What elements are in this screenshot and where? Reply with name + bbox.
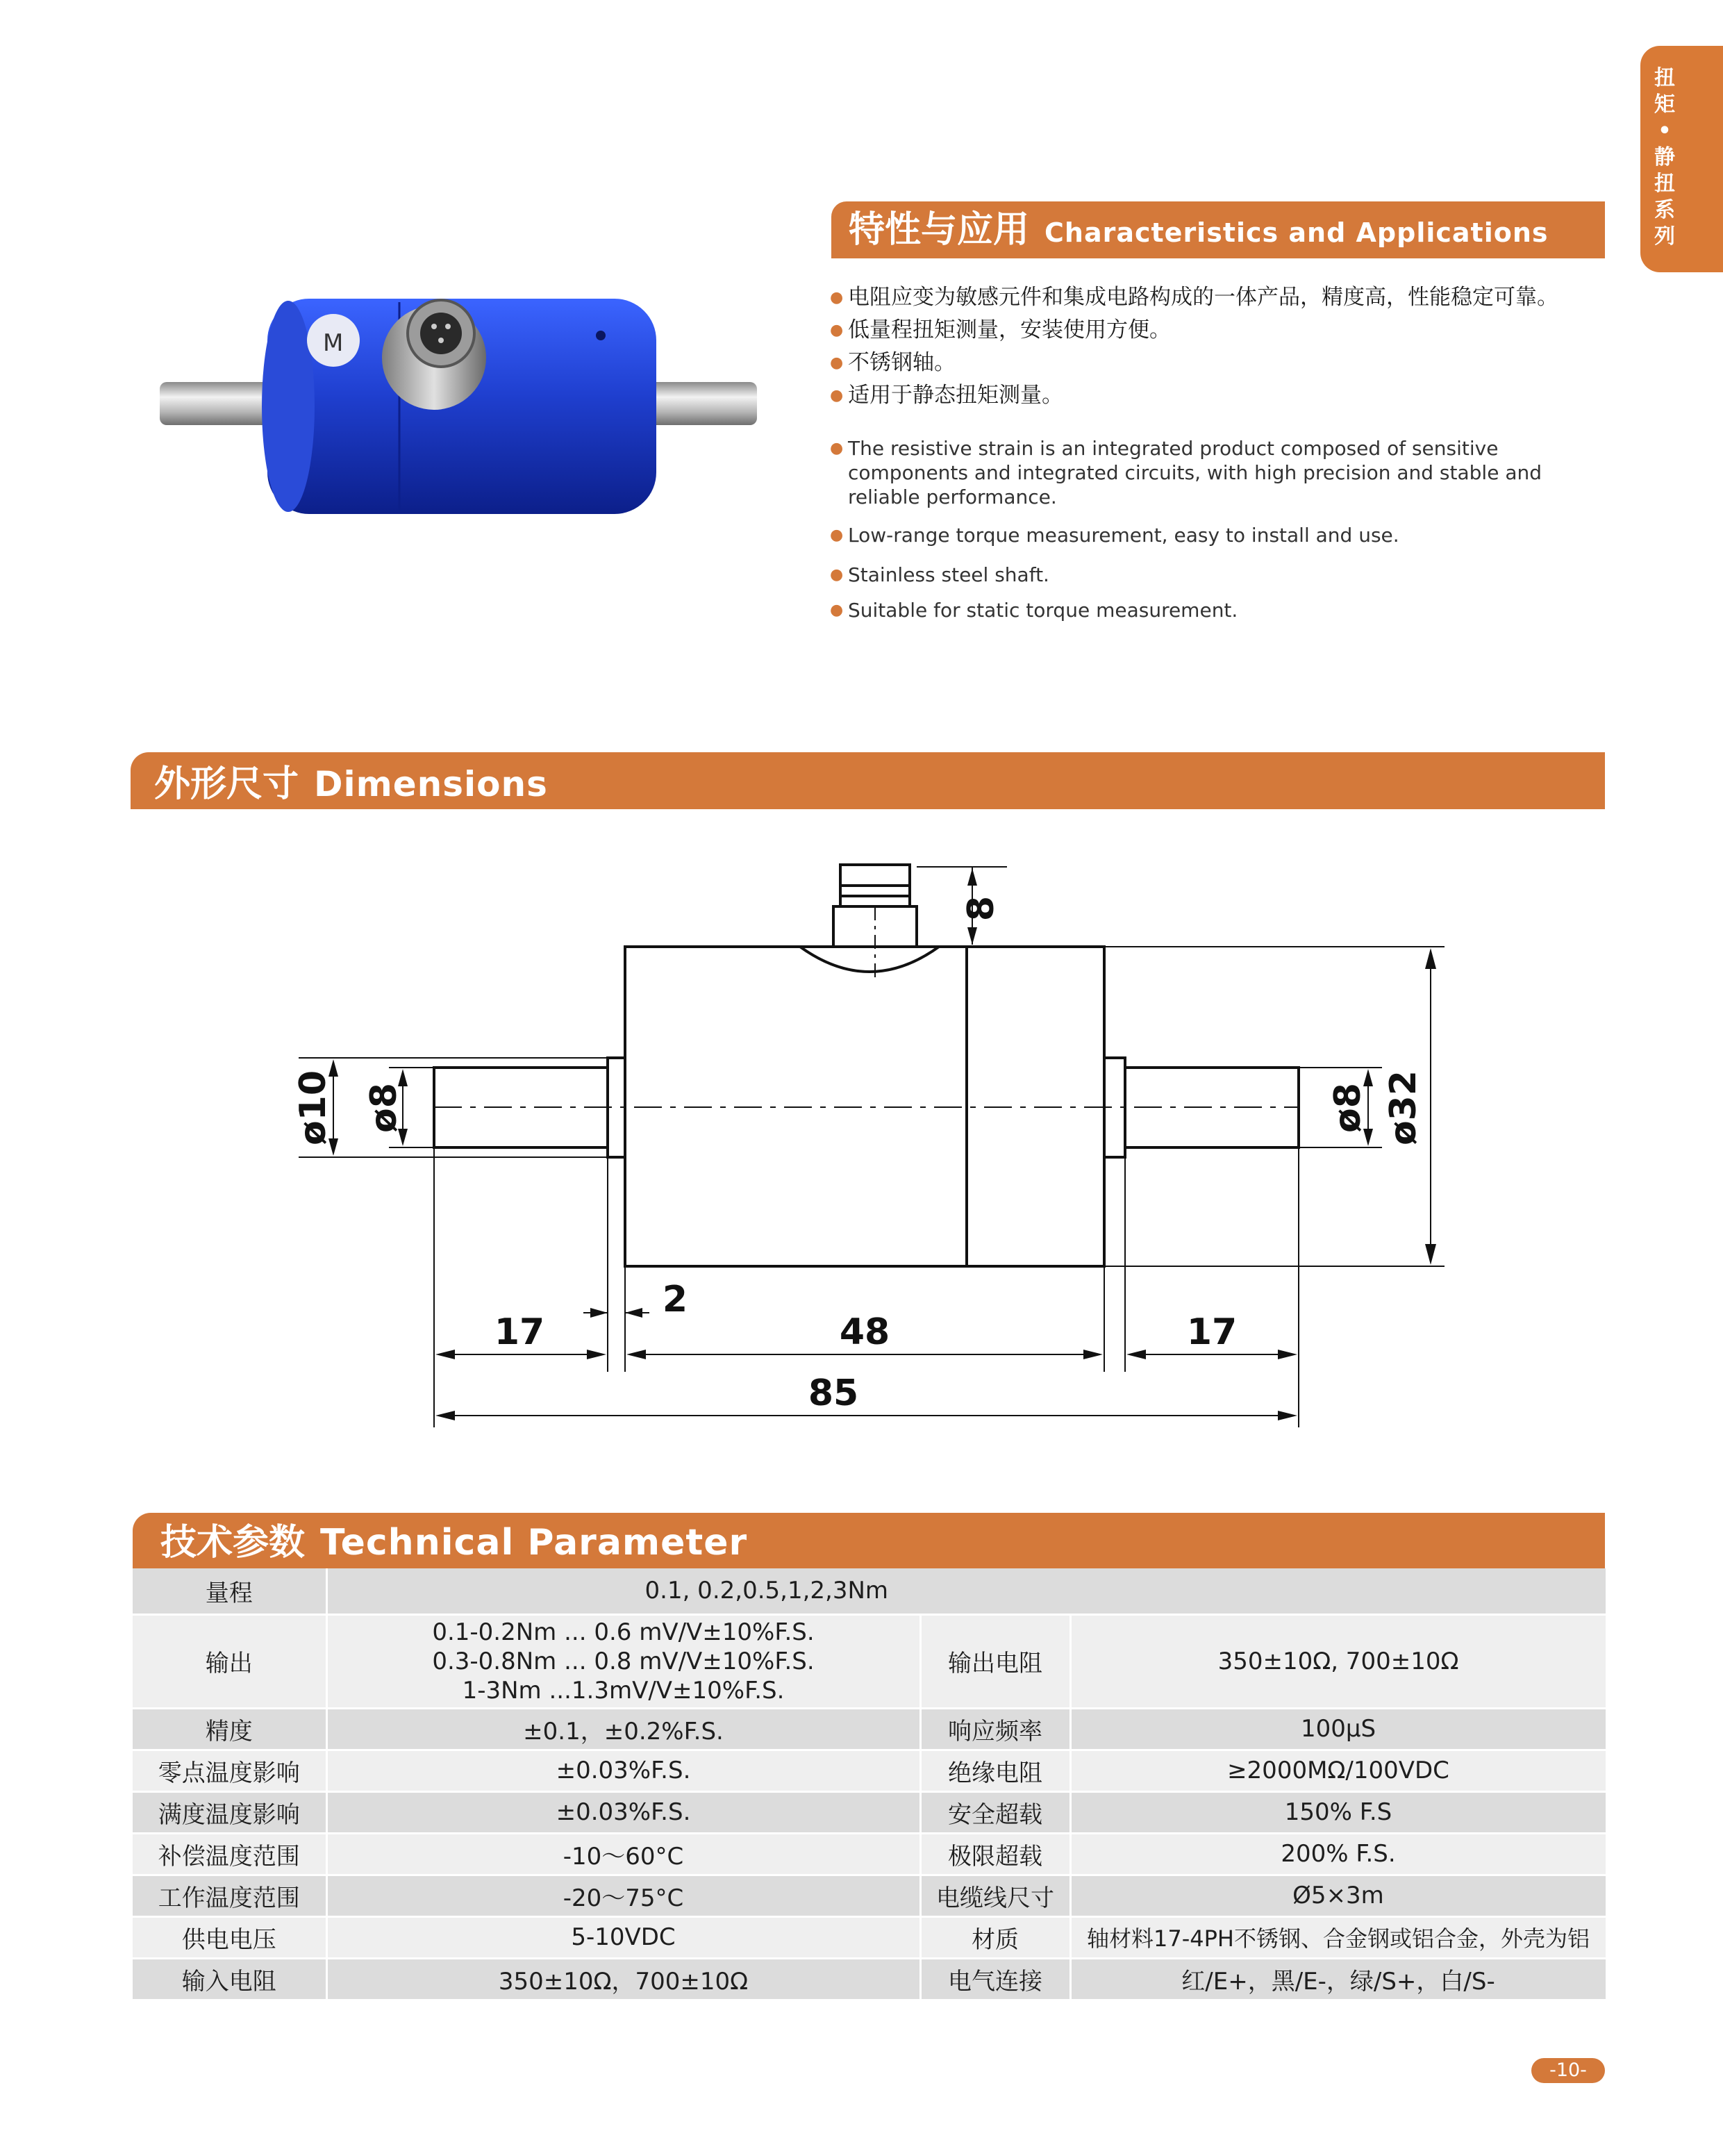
table-row (133, 1568, 1606, 1614)
param-label: 电气连接 (920, 1958, 1070, 2000)
param-label: 输入电阻 (133, 1958, 326, 2000)
table-row (133, 1875, 1606, 1916)
param-value: 0.1-0.2Nm ... 0.6 mV/V±10%F.S. 0.3-0.8Nm ... 0.8 mV/V±10%F.S. 1-3Nm ...1.3mV/V±10%F.S. (326, 1614, 920, 1708)
list-item: ● The resistive strain is an integrated product composed of sensitive components and integrated circuits, with high precision and stable and reliable performance. (830, 437, 1542, 508)
list-item: ● 适用于静态扭矩测量。 (830, 383, 1063, 408)
technical-title-zh: 技术参数 (160, 1522, 306, 1564)
dimensions-title-zh: 外形尺寸 (154, 763, 299, 805)
param-value: 350±10Ω，700±10Ω (326, 1958, 920, 2000)
table-row (133, 1750, 1606, 1791)
param-label: 响应频率 (920, 1708, 1070, 1750)
param-value: 5-10VDC (326, 1916, 920, 1958)
param-label: 电缆线尺寸 (920, 1875, 1070, 1916)
list-item: ● 电阻应变为敏感元件和集成电路构成的一体产品，精度高，性能稳定可靠。 (830, 285, 1558, 310)
param-label: 输出电阻 (920, 1614, 1070, 1708)
param-label: 输出 (133, 1614, 326, 1708)
param-label: 绝缘电阻 (920, 1750, 1070, 1791)
dim-body-length: 48 (839, 1311, 890, 1353)
series-side-tab (1640, 46, 1723, 272)
table-row (133, 1708, 1606, 1750)
param-value: 100μS (1070, 1708, 1606, 1750)
dimensions-title-en: Dimensions (314, 764, 548, 804)
characteristics-zh-list (830, 281, 1622, 412)
param-label: 量程 (133, 1568, 326, 1614)
param-label: 材质 (920, 1916, 1070, 1958)
param-label: 供电电压 (133, 1916, 326, 1958)
table-row (133, 1833, 1606, 1875)
characteristics-title-en: Characteristics and Applications (1044, 217, 1549, 248)
table-row (133, 1791, 1606, 1833)
technical-title-en: Technical Parameter (320, 1522, 748, 1564)
param-label: 安全超载 (920, 1791, 1070, 1833)
characteristics-header (831, 201, 1605, 258)
list-item: ● Suitable for static torque measurement. (830, 599, 1238, 622)
param-label: 补偿温度范围 (133, 1833, 326, 1875)
page-number: -10- (1531, 2058, 1605, 2083)
dim-right-diameter: ø8 (1327, 1083, 1369, 1133)
dim-body-diameter: ø32 (1383, 1070, 1424, 1146)
param-label: 极限超载 (920, 1833, 1070, 1875)
table-row (133, 1958, 1606, 2000)
param-value: 轴材料17-4PH不锈钢、合金钢或铝合金，外壳为铝 (1070, 1916, 1606, 1958)
param-value: ±0.1，±0.2%F.S. (326, 1708, 920, 1750)
dimension-drawing (278, 847, 1458, 1459)
param-value: ±0.03%F.S. (326, 1791, 920, 1833)
param-label: 工作温度范围 (133, 1875, 326, 1916)
product-photo (156, 274, 760, 531)
series-side-tab-text: 扭 矩 • 静 扭 系 列 (1654, 66, 1675, 249)
param-value: ±0.03%F.S. (326, 1750, 920, 1791)
list-item: ● Stainless steel shaft. (830, 563, 1049, 586)
param-label: 满度温度影响 (133, 1791, 326, 1833)
svg-text:M: M (323, 329, 344, 357)
param-value: ≥2000MΩ/100VDC (1070, 1750, 1606, 1791)
param-label: 零点温度影响 (133, 1750, 326, 1791)
param-value: Ø5×3m (1070, 1875, 1606, 1916)
param-value: 350±10Ω, 700±10Ω (1070, 1614, 1606, 1708)
table-row (133, 1916, 1606, 1958)
param-value: 红/E+，黑/E-，绿/S+，白/S- (1070, 1958, 1606, 2000)
list-item: ● 低量程扭矩测量，安装使用方便。 (830, 317, 1171, 342)
dim-connector-height: 8 (960, 895, 1002, 922)
param-value: -10～60°C (326, 1833, 920, 1875)
param-value: 200% F.S. (1070, 1833, 1606, 1875)
table-row (133, 1614, 1606, 1708)
characteristics-title-zh: 特性与应用 (849, 209, 1030, 251)
dim-right-shaft-length: 17 (1186, 1311, 1238, 1353)
dim-left-inner-diameter: ø8 (363, 1083, 405, 1133)
dimensions-header (131, 752, 1605, 809)
dim-left-shaft-length: 17 (494, 1311, 545, 1353)
list-item: ● 不锈钢轴。 (830, 350, 956, 375)
param-value: -20～75°C (326, 1875, 920, 1916)
dim-total-length: 85 (808, 1373, 859, 1414)
technical-table (133, 1568, 1608, 2001)
param-value: 150% F.S (1070, 1791, 1606, 1833)
dim-flange-gap: 2 (662, 1279, 688, 1320)
param-label: 精度 (133, 1708, 326, 1750)
param-value: 0.1, 0.2,0.5,1,2,3Nm (326, 1568, 1606, 1614)
characteristics-en-list (830, 436, 1622, 622)
list-item: ● Low-range torque measurement, easy to install and use. (830, 524, 1399, 547)
dim-left-outer-diameter: ø10 (292, 1070, 334, 1146)
technical-header (133, 1513, 1605, 1568)
